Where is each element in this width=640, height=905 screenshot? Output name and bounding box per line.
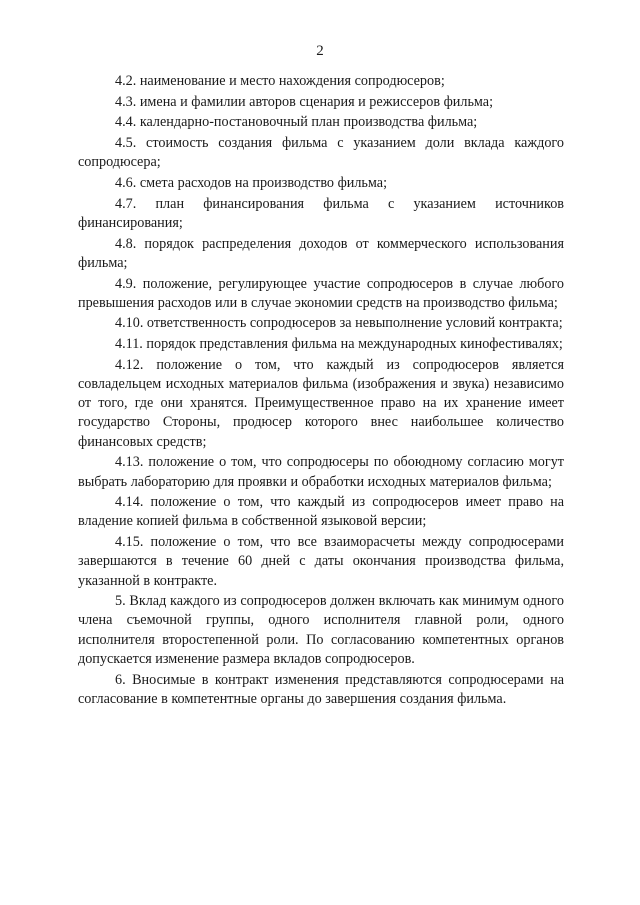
paragraph-4-8: 4.8. порядок распределения доходов от коммерческого использования фильма;	[78, 235, 564, 271]
paragraph-4-12: 4.12. положение о том, что каждый из сопродюсеров является совладельцем исходных материалов фильма (изображения и звука) независимо от того, где они хранятся. Преимущественное право на их хранение имеет государство Стороны, продюсер которого внес наибольшее количество финансовых средств;	[78, 356, 564, 450]
paragraph-4-11: 4.11. порядок представления фильма на международных кинофестивалях;	[115, 336, 563, 353]
paragraph-4-9: 4.9. положение, регулирующее участие сопродюсеров в случае любого превышения расходов или в случае экономии средств на производство фильма;	[78, 275, 564, 311]
paragraph-4-2: 4.2. наименование и место нахождения сопродюсеров;	[115, 73, 445, 89]
paragraph-4-13: 4.13. положение о том, что сопродюсеры по обоюдному согласию могут выбрать лабораторию для проявки и обработки исходных материалов фильма;	[78, 454, 564, 490]
paragraph-6: 6. Вносимые в контракт изменения представляются сопродюсерами на согласование в компетентные органы до завершения создания фильма.	[78, 671, 564, 707]
paragraph-4-6: 4.6. смета расходов на производство фильма;	[115, 175, 388, 192]
paragraph-5: 5. Вклад каждого из сопродюсеров должен включать как минимум одного члена съемочной группы, одного исполнителя главной роли, одного исполнителя второстепенной роли. По согласованию компетентных органов допускается изменение размера вкладов сопродюсеров.	[78, 593, 564, 667]
document-body	[78, 72, 564, 709]
paragraph-4-7: 4.7. план финансирования фильма с указанием источников финансирования;	[78, 195, 564, 231]
paragraph-4-14: 4.14. положение о том, что каждый из сопродюсеров имеет право на владение копией фильма в собственной языковой версии;	[78, 494, 564, 530]
paragraph-4-5: 4.5. стоимость создания фильма с указанием доли вклада каждого сопродюсера;	[78, 135, 564, 171]
paragraph-4-10: 4.10. ответственность сопродюсеров за невыполнение условий контракта;	[115, 315, 563, 332]
paragraph-4-3: 4.3. имена и фамилии авторов сценария и режиссеров фильма;	[115, 93, 494, 110]
paragraph-4-4: 4.4. календарно-постановочный план производства фильма;	[115, 114, 478, 131]
page-number: 2	[316, 43, 324, 59]
paragraph-4-15: 4.15. положение о том, что все взаиморасчеты между сопродюсерами завершаются в течение 60 дней с даты окончания производства фильма, указанной в контракте.	[78, 534, 564, 589]
